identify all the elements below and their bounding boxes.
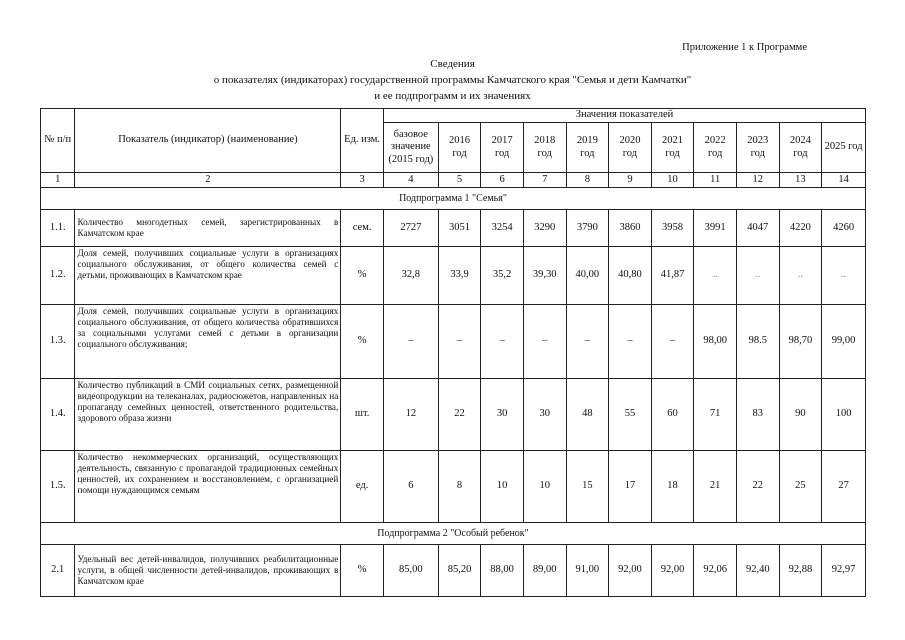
value-cell: 98,70 [779,305,822,379]
value-cell: 32,8 [383,247,438,305]
table-row [41,379,866,451]
title-line-1: Сведения [430,58,475,70]
value-cell: 15 [566,451,609,523]
value-cell: 6 [383,451,438,523]
header-unit: Ед. изм. [341,109,384,173]
value-cell: – [481,305,524,379]
value-cell: 85,00 [383,545,438,597]
value-cell: 22 [736,451,779,523]
table-row [41,545,866,597]
column-number: 12 [736,173,779,188]
value-cell: .. [822,247,866,305]
column-number: 6 [481,173,524,188]
header-values-group: Значения показателей [383,109,865,123]
column-number: 3 [341,173,384,188]
title-line-3: и ее подпрограмм и их значениях [374,90,531,102]
value-cell: 30 [481,379,524,451]
value-cell: 4260 [822,210,866,247]
value-cell: 3958 [651,210,694,247]
value-cell: 25 [779,451,822,523]
unit-cell: сем. [341,210,384,247]
value-cell: 83 [736,379,779,451]
header-year: 2019 год [566,123,609,173]
value-cell: 4220 [779,210,822,247]
indicator-name: Удельный вес детей-инвалидов, получивших реабилитационные услуги, в общей численности детей-инвалидов, проживающих в Камчатском крае [75,545,341,597]
column-number: 2 [75,173,341,188]
value-cell: 8 [438,451,481,523]
column-number: 9 [609,173,652,188]
value-cell: 60 [651,379,694,451]
value-cell: 3790 [566,210,609,247]
value-cell: – [523,305,566,379]
value-cell: 10 [481,451,524,523]
value-cell: 92,97 [822,545,866,597]
unit-cell: % [341,545,384,597]
header-indicator: Показатель (индикатор) (наименование) [75,109,341,173]
value-cell: 89,00 [523,545,566,597]
value-cell: 3991 [694,210,737,247]
table-row [41,451,866,523]
unit-cell: % [341,305,384,379]
row-number: 2.1 [41,545,75,597]
column-number: 11 [694,173,737,188]
value-cell: – [438,305,481,379]
value-cell: 92,40 [736,545,779,597]
indicator-name: Количество публикаций в СМИ социальных сетях, размещенной видеопродукции на телеканалах, радиосюжетов, направленных на пропаганду семейных ценностей, ответственного родительства, здорового образа жизни [75,379,341,451]
header-year: 2017 год [481,123,524,173]
value-cell: 2727 [383,210,438,247]
header-no: № п/п [41,109,75,173]
value-cell: .. [694,247,737,305]
indicator-name: Доля семей, получивших социальные услуги в организациях социального обслуживания, от общего количества семей с детьми, проживающих в Камчатском крае [75,247,341,305]
value-cell: 92,88 [779,545,822,597]
value-cell: 39,30 [523,247,566,305]
value-cell: 3290 [523,210,566,247]
value-cell: 3051 [438,210,481,247]
header-year: 2020 год [609,123,652,173]
value-cell: 85,20 [438,545,481,597]
appendix-note: Приложение 1 к Программе [682,42,807,53]
header-base-year: базовое значение (2015 год) [383,123,438,173]
row-number: 1.2. [41,247,75,305]
row-number: 1.4. [41,379,75,451]
value-cell: 30 [523,379,566,451]
column-number: 5 [438,173,481,188]
value-cell: .. [736,247,779,305]
title-line-2: о показателях (индикаторах) государственной программы Камчатского края "Семья и дети Камчатки" [213,74,692,86]
value-cell: 35,2 [481,247,524,305]
column-number: 13 [779,173,822,188]
value-cell: 55 [609,379,652,451]
unit-cell: % [341,247,384,305]
indicator-name: Доля семей, получивших социальные услуги в организациях социального обслуживания, от общего количества обратившихся за социальными услугами семей с детьми в организации социального обслуживания; [75,305,341,379]
value-cell: 33,9 [438,247,481,305]
table-row [41,247,866,305]
column-number: 8 [566,173,609,188]
unit-cell: шт. [341,379,384,451]
value-cell: – [651,305,694,379]
value-cell: 3860 [609,210,652,247]
indicators-table [40,108,866,597]
header-year: 2021 год [651,123,694,173]
header-year: 2024 год [779,123,822,173]
value-cell: 17 [609,451,652,523]
column-number: 1 [41,173,75,188]
value-cell: 92,00 [609,545,652,597]
header-year: 2023 год [736,123,779,173]
subprogram-1-heading: Подпрограмма 1 "Семья" [41,188,866,210]
header-year: 2022 год [694,123,737,173]
value-cell: .. [779,247,822,305]
value-cell: 98.5 [736,305,779,379]
value-cell: 99,00 [822,305,866,379]
value-cell: 3254 [481,210,524,247]
value-cell: 71 [694,379,737,451]
table-row [41,210,866,247]
value-cell: – [566,305,609,379]
indicator-name: Количество некоммерческих организаций, осуществляющих деятельность, связанную с пропагандой традиционных семейных ценностей, их сохранением и восстановлением, с организацией помощи нуждающимся семьям [75,451,341,523]
header-year: 2018 год [523,123,566,173]
unit-cell: ед. [341,451,384,523]
row-number: 1.1. [41,210,75,247]
value-cell: 88,00 [481,545,524,597]
value-cell: 21 [694,451,737,523]
column-number: 7 [523,173,566,188]
value-cell: 92,06 [694,545,737,597]
subprogram-2-heading: Подпрограмма 2 "Особый ребенок" [41,523,866,545]
column-number: 14 [822,173,866,188]
value-cell: 22 [438,379,481,451]
table-row [41,305,866,379]
value-cell: 27 [822,451,866,523]
column-number: 4 [383,173,438,188]
row-number: 1.5. [41,451,75,523]
value-cell: 10 [523,451,566,523]
value-cell: 48 [566,379,609,451]
header-year: 2025 год [822,123,866,173]
value-cell: 40,80 [609,247,652,305]
value-cell: – [609,305,652,379]
indicator-name: Количество многодетных семей, зарегистрированных в Камчатском крае [75,210,341,247]
value-cell: 100 [822,379,866,451]
value-cell: 98,00 [694,305,737,379]
value-cell: 41,87 [651,247,694,305]
value-cell: – [383,305,438,379]
value-cell: 91,00 [566,545,609,597]
row-number: 1.3. [41,305,75,379]
column-number: 10 [651,173,694,188]
value-cell: 12 [383,379,438,451]
value-cell: 90 [779,379,822,451]
header-year: 2016 год [438,123,481,173]
value-cell: 18 [651,451,694,523]
value-cell: 92,00 [651,545,694,597]
value-cell: 4047 [736,210,779,247]
value-cell: 40,00 [566,247,609,305]
